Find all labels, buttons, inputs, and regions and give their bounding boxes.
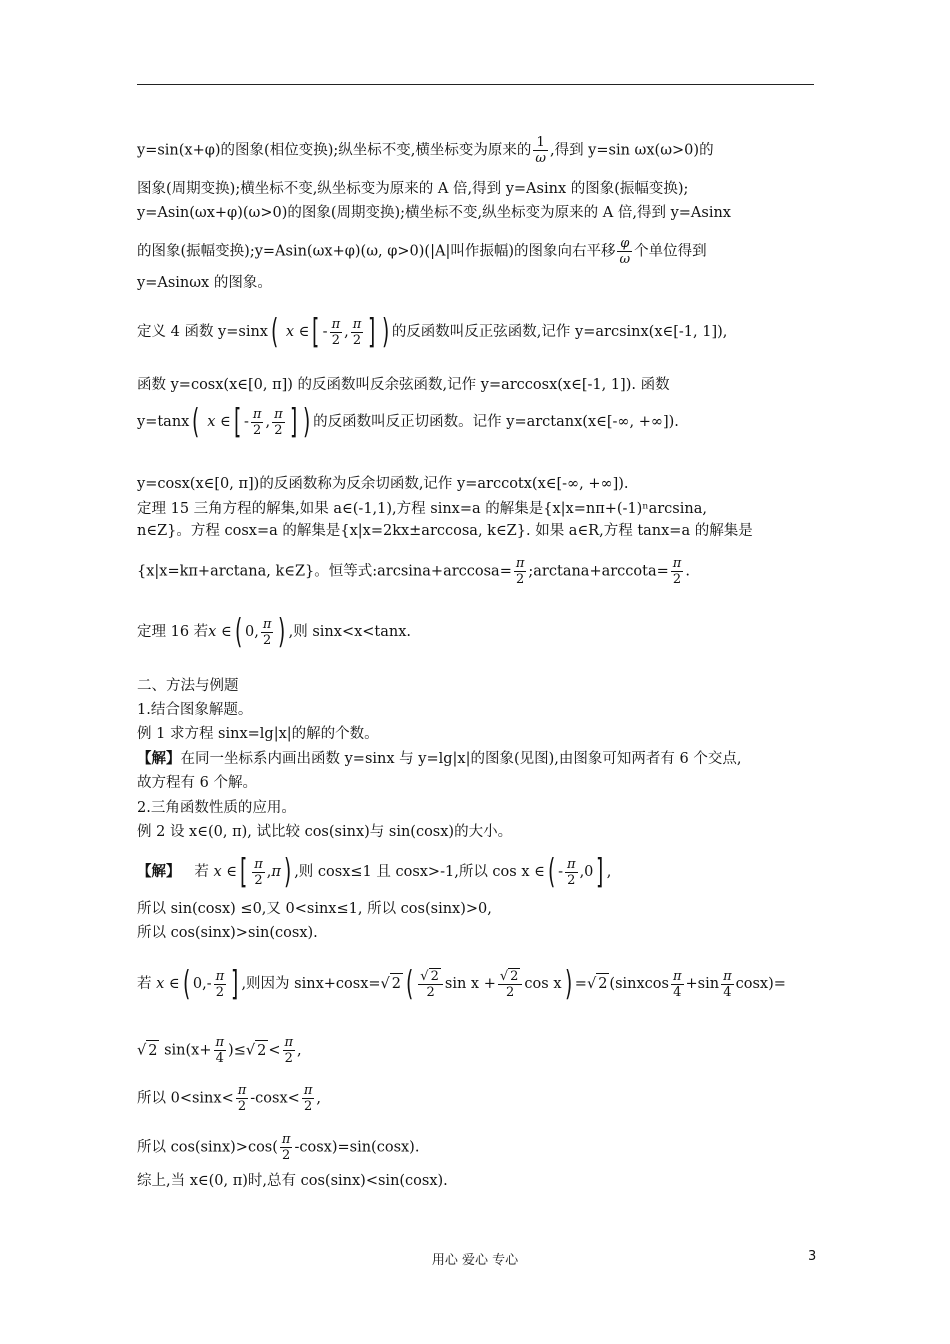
text-span: 的图象(振幅变换);y=Asin(ωx+φ)(ω, φ>0)(|A|叫作振幅)的图象向右平移 [137, 243, 616, 260]
example-1: 例 1 求方程 sinx=lg|x|的解的个数。 [137, 726, 379, 742]
example-2-solution-line-2: 所以 sin(cosx) ≤0,又 0<sinx≤1, 所以 cos(sinx)>0, [137, 901, 492, 917]
text-line-4 [137, 236, 707, 267]
footer-text: 用心 爱心 专心 [431, 1253, 519, 1268]
text-span: 个单位得到 [634, 243, 707, 260]
text-line-3: y=Asin(ωx+φ)(ω>0)的图象(周期变换);横坐标不变,纵坐标变为原来的 A 倍,得到 y=Asinx [137, 205, 731, 221]
fraction: $\frac{1}{\omega}$ [535, 135, 546, 166]
definition-4-line-3: y=tanx( x ∈[ - $\frac{\pi}{2}$ , $\frac{\pi}{2}$ ] ) 的反函数叫反正切函数。记作 y=arctanx(x∈[-∞, +∞]). [137, 402, 679, 442]
example-1-solution-cont: 故方程有 6 个解。 [137, 775, 257, 791]
fraction: $\frac{\varphi}{\omega}$ [619, 236, 631, 267]
theorem-16: 定理 16 若x ∈( 0, $\frac{\pi}{2}$ ) ,则 sinx<x<tanx. [137, 612, 412, 652]
theorem-15-line-2: n∈Z}。方程 cosx=a 的解集是{x|x=2kx±arccosa, k∈Z}. 如果 a∈R,方程 tanx=a 的解集是 [137, 523, 753, 539]
example-1-solution: 【解】在同一坐标系内画出函数 y=sinx 与 y=lg|x|的图象(见图),由图象可知两者有 6 个交点, [137, 750, 742, 767]
example-2-solution-line-1: 【解】 若 x ∈[ $\frac{\pi}{2}$ ,π) ,则 cosx≤1 且 cosx>-1,所以 cos x ∈( - $\frac{\pi}{2}$ ,0] , [137, 852, 612, 892]
definition-4-line-4: y=cosx(x∈[0, π])的反函数称为反余切函数,记作 y=arccotx(x∈[-∞, +∞]). [137, 476, 629, 492]
text-line-1 [137, 135, 714, 166]
section-heading: 二、方法与例题 [137, 678, 239, 694]
example-2-conclusion: 综上,当 x∈(0, π)时,总有 cos(sinx)<sin(cosx). [137, 1173, 448, 1189]
method-1: 1.结合图象解题。 [137, 702, 253, 718]
example-2: 例 2 设 x∈(0, π), 试比较 cos(sinx)与 sin(cosx)的大小。 [137, 824, 513, 840]
method-2: 2.三角函数性质的应用。 [137, 800, 296, 816]
definition-4-line-2: 函数 y=cosx(x∈[0, π]) 的反函数叫反余弦函数,记作 y=arccosx(x∈[-1, 1]). 函数 [137, 377, 670, 393]
text-span: y=sin(x+φ)的图象(相位变换);纵坐标不变,横坐标变为原来的 [137, 142, 532, 159]
theorem-15-line-1: 定理 15 三角方程的解集,如果 a∈(-1,1),方程 sinx=a 的解集是{x|x=nπ+(-1)ⁿarcsina, [137, 501, 707, 517]
definition-4-line-1: 定义 4 函数 y=sinx( x ∈[ - $\frac{\pi}{2}$ , $\frac{\pi}{2}$ ] ) 的反函数叫反正弦函数,记作 y=arcsinx(x∈[-1, 1]), [137, 312, 728, 352]
example-2-solution-line-7: 所以 cos(sinx)>cos( $\frac{\pi}{2}$ -cosx)=sin(cosx). [137, 1132, 420, 1163]
header-rule [137, 84, 814, 85]
example-2-solution-line-3: 所以 cos(sinx)>sin(cosx). [137, 925, 318, 941]
text-line-2: 图象(周期变换);横坐标不变,纵坐标变为原来的 A 倍,得到 y=Asinx 的图象(振幅变换); [137, 181, 689, 197]
page-number: 3 [808, 1249, 817, 1264]
example-2-solution-line-6: 所以 0<sinx< $\frac{\pi}{2}$ -cosx< $\frac{\pi}{2}$ , [137, 1083, 321, 1114]
text-line-5: y=Asinωx 的图象。 [137, 275, 272, 291]
theorem-15-line-3: {x|x=kπ+arctana, k∈Z}。恒等式:arcsina+arccosa= $\frac{\pi}{2}$ ;arctana+arccota= $\frac{\pi}{2}$ . [137, 556, 690, 587]
example-2-solution-line-4: 若 x ∈( 0,- $\frac{\pi}{2}$ ] ,则因为 sinx+cosx=√ 2 ( $\frac{√ 2}{2}$ sin x + $\frac{√ 2}{2}$ cos x) =√ 2 (sinxcos $\frac{\pi}{4}$ +sin $\frac{\pi}{4}$ cosx)= [137, 964, 786, 1004]
text-span: ,得到 y=sin ωx(ω>0)的 [549, 142, 714, 159]
example-2-solution-line-5: √ 2 sin(x+ $\frac{\pi}{4}$ )≤√ 2 < $\frac{\pi}{2}$ , [137, 1035, 302, 1066]
